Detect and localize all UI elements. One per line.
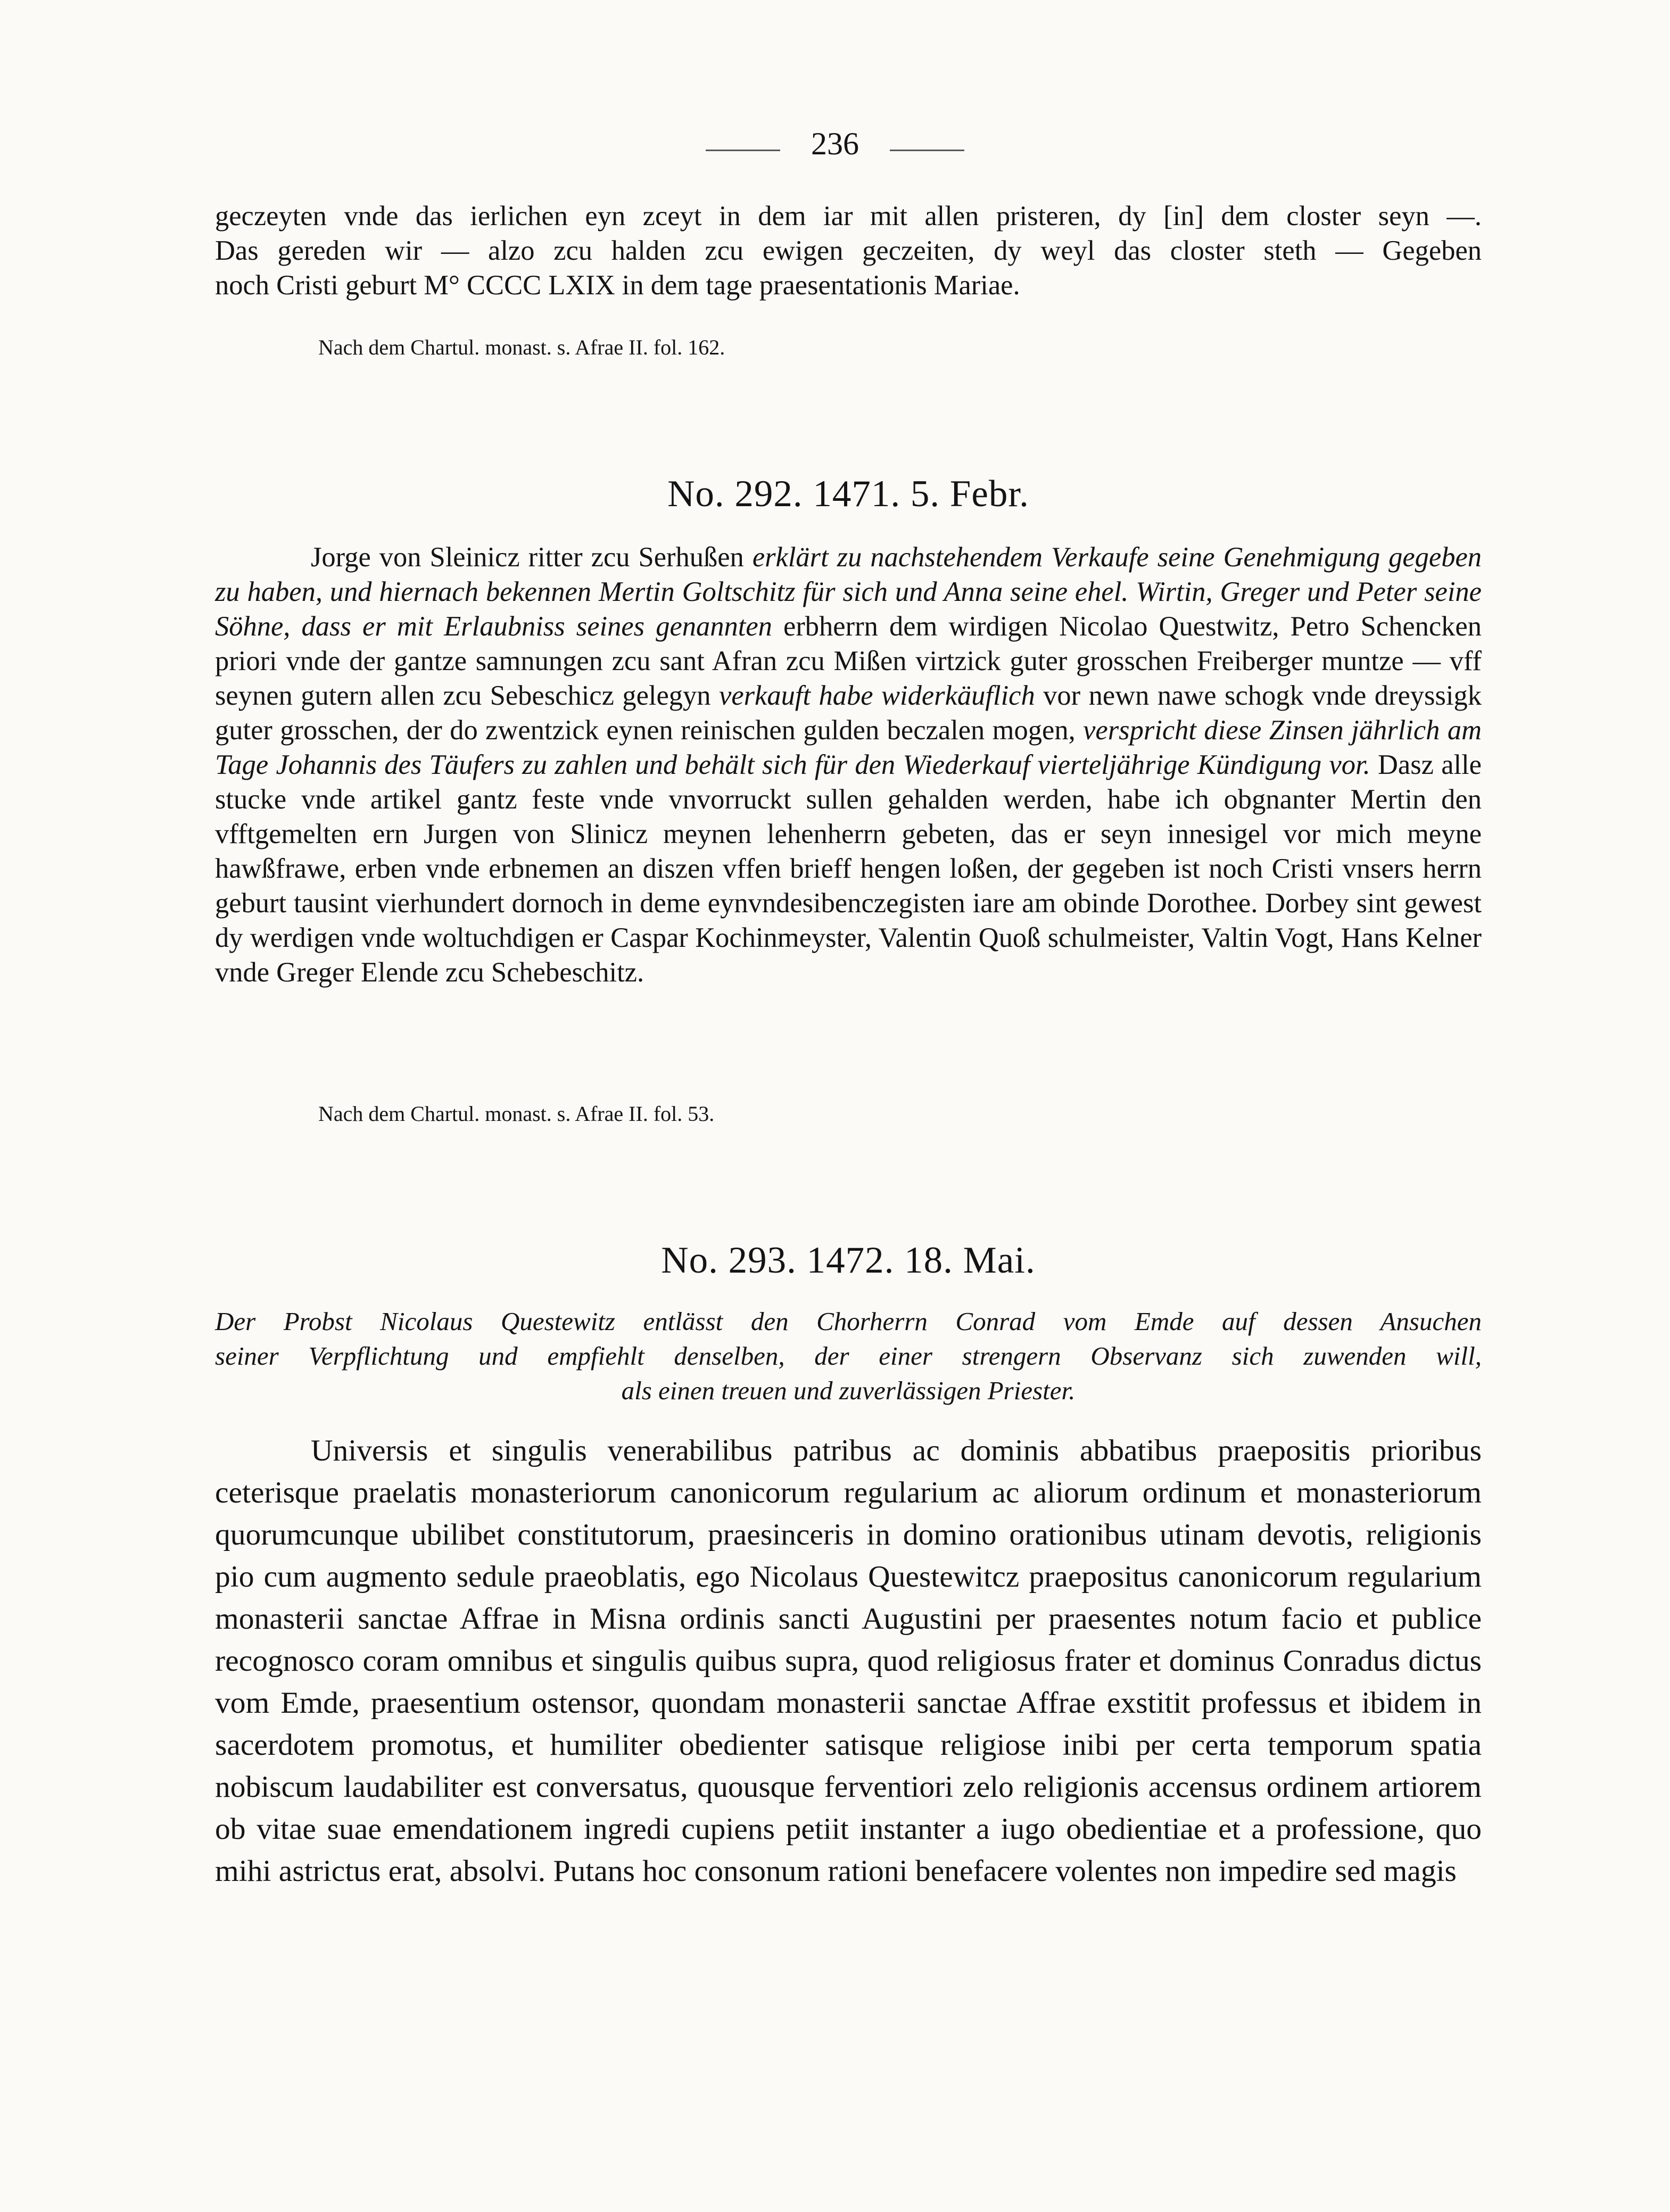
page-number: 236 xyxy=(811,126,859,161)
document-paragraph-293: Universis et singulis venerabilibus patribus ac dominis abbatibus praepositis prioribus ceterisque praelatis monasteriorum canonicorum regularium ac aliorum ordinum et monasteriorum quorumcunque ubilibet constitutorum, praesinceris in domino orationibus utinam devotis, religionis pio cum augmento sedule praeoblatis, ego Nicolaus Questewitcz praepositus canonicorum regularium monasterii sanctae Affrae in Misna ordinis sancti Augustini per praesentes notum facio et publice recognosco coram omnibus et singulis quibus supra, quod religiosus frater et dominus Conradus dictus vom Emde, praesentium ostensor, quondam monasterii sanctae Affrae exstitit professus et ibidem in sacerdotem promotus, et humiliter obedienter satisque religiose inibi per certa temporum spatia nobiscum laudabiliter est conversatus, quousque ferventiori zelo religionis accensus ordinem artiorem ob vitae suae emendationem ingredi cupiens petiit instanter a iugo obedientiae et a professione, quo mihi astrictus erat, absolvi. Putans hoc consonum rationi benefacere volentes non impedire sed magis xyxy=(215,1434,1482,1888)
regest-293 xyxy=(215,1304,1482,1408)
source-note-162: Nach dem Chartul. monast. s. Afrae II. fol. 162. xyxy=(318,335,725,359)
regest-line: Der Probst Nicolaus Questewitz entlässt den Chorherrn Conrad vom Emde auf dessen Ansuchen xyxy=(215,1307,1482,1336)
text-segment: Dasz alle stucke vnde artikel gantz feste vnde vnvorruckt sullen gehalden werden, habe ich obgnanter Mertin den vfftgemelten ern Jurgen von Slinicz meynen lehenherrn gebeten, das er seyn innesigel vor mich meyne hawßfrawe, erben vnde erbnemen an diszen vffen brieff hengen loßen, der gegeben ist noch Cristi vnsers herrn geburt tausint vierhundert dornoch in deme eynvndesibenczegisten iare am obinde Dorothee. Dorbey sint gewest dy werdigen vnde woltuchdigen er Caspar Kochinmeyster, Valentin Quoß schulmeister, Valtin Vogt, Hans Kelner vnde Greger Elende zcu Schebeschitz. xyxy=(215,749,1482,988)
document-title-293: No. 293. 1472. 18. Mai. xyxy=(661,1240,1036,1281)
continuation-line: noch Cristi geburt M° CCCC LXIX in dem tage praesentationis Mariae. xyxy=(215,270,1020,301)
text-segment: vor newn nawe schogk vnde dreyssigk guter grosschen, der do zwentzick eynen reinischen gulden beczalen mogen, xyxy=(215,680,1482,746)
document-paragraph-292 xyxy=(215,540,1482,990)
regest-segment: verkauft habe widerkäuflich xyxy=(719,680,1035,711)
regest-line: seiner Verpflichtung und empfiehlt denselben, der einer strengern Observanz sich zuwenden will, xyxy=(215,1341,1482,1371)
source-note-53: Nach dem Chartul. monast. s. Afrae II. fol. 53. xyxy=(318,1102,715,1126)
text-segment: erbherrn dem wirdigen Nicolao Questwitz, Petro Schencken priori vnde der gantze samnungen zcu sant Afran zcu Mißen virtzick guter grosschen Freiberger muntze — vff seynen gutern allen zcu Sebeschicz gelegyn xyxy=(215,611,1482,711)
header-rule-left xyxy=(706,150,780,151)
document-title-292: No. 292. 1471. 5. Febr. xyxy=(667,473,1029,515)
regest-line: als einen treuen und zuverlässigen Priester. xyxy=(621,1376,1076,1405)
text-segment: Jorge von Sleinicz ritter zcu Serhußen xyxy=(311,542,753,573)
page-header xyxy=(0,126,1670,162)
document-text-292 xyxy=(215,540,1482,990)
continuation-text xyxy=(215,199,1482,303)
continuation-line: geczeyten vnde das ierlichen eyn zceyt in dem iar mit allen pristeren, dy [in] dem closter seyn —. xyxy=(215,201,1482,232)
continuation-line: Das gereden wir — alzo zcu halden zcu ewigen geczeiten, dy weyl das closter steth — Gegeben xyxy=(215,235,1482,266)
regest-segment: erklärt zu nachstehendem Verkaufe seine Genehmigung gegeben zu haben, und hiernach bekennen Mertin Goltschitz für sich und Anna seine ehel. Wirtin, Greger und Peter seine Söhne, dass er mit Erlaubniss seines genannten xyxy=(215,542,1482,642)
document-text-293 xyxy=(215,1430,1482,1892)
header-rule-right xyxy=(890,150,964,151)
regest-segment: verspricht diese Zinsen jährlich am Tage Johannis des Täufers zu zahlen und behält sich für den Wiederkauf vierteljährige Kündigung vor. xyxy=(215,715,1482,780)
